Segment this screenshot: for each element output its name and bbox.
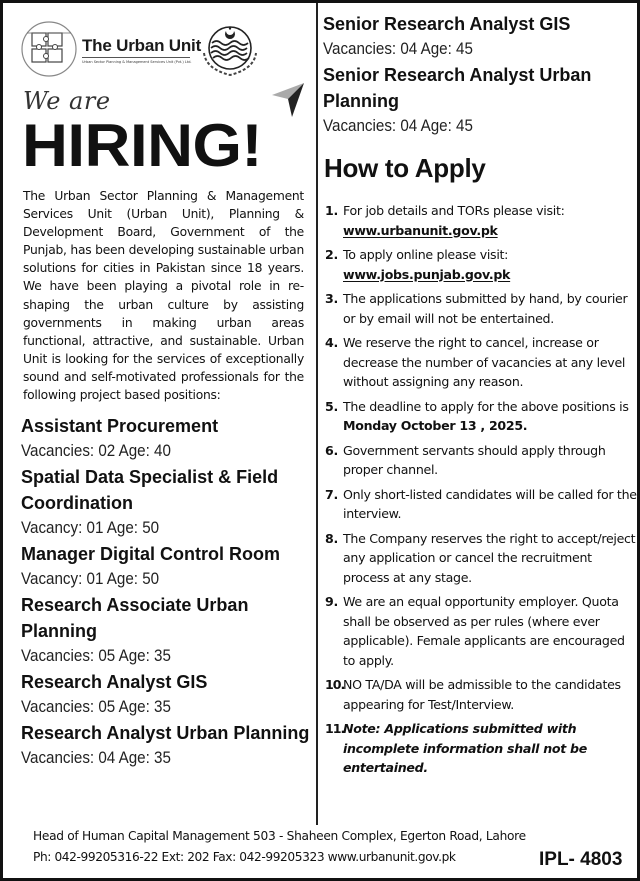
apply-step xyxy=(325,201,637,240)
apply-step xyxy=(325,592,637,670)
position-title: Manager Digital Control Room xyxy=(21,544,281,564)
step-number: 1. xyxy=(325,203,338,218)
position-meta: Vacancy: 01 Age: 50 xyxy=(21,570,160,588)
apply-step xyxy=(325,333,637,392)
punjab-government-emblem-icon xyxy=(196,23,264,81)
position-title: Research Associate Urban Planning xyxy=(21,595,249,641)
step-text: We reserve the right to cancel, increase or decrease the number of vacancies at any level without assigning any reason. xyxy=(343,335,626,389)
position-meta: Vacancies: 04 Age: 45 xyxy=(323,40,473,58)
step-number: 3. xyxy=(325,291,338,306)
position-meta: Vacancies: 04 Age: 35 xyxy=(21,749,171,767)
step-number: 8. xyxy=(325,530,338,546)
step-number: 11. xyxy=(325,721,345,736)
position-item xyxy=(323,11,633,62)
step-number: 6. xyxy=(325,442,338,458)
step-number: 5. xyxy=(325,398,338,414)
position-title: Research Analyst GIS xyxy=(21,672,208,692)
apply-step xyxy=(325,675,637,714)
step-text: To apply online please visit: xyxy=(343,247,509,262)
position-title: Assistant Procurement xyxy=(21,416,219,436)
intro-paragraph: The Urban Sector Planning & Management Services Unit (Urban Unit), Planning & Development Board, Government of the Punjab, has been developing sustainable urban solutions for cities in Pakistan since 18 years. We have been playing a pivotal role in re-shaping the urban culture by assisting governments in making urban areas functional, attractive, and sustainable. Urban Unit is looking for the services of exceptionally sound and self-motivated professionals for the following project based positions: xyxy=(23,189,304,403)
urbanunit-website-link[interactable]: www.urbanunit.gov.pk xyxy=(343,222,498,238)
position-meta: Vacancy: 01 Age: 50 xyxy=(21,519,160,537)
position-meta: Vacancies: 02 Age: 40 xyxy=(21,442,171,460)
position-meta: Vacancies: 05 Age: 35 xyxy=(21,698,171,716)
how-to-apply-heading: How to Apply xyxy=(324,153,486,183)
position-item xyxy=(21,413,311,464)
position-title: Senior Research Analyst Urban Planning xyxy=(323,65,592,111)
position-item xyxy=(21,541,311,592)
apply-step xyxy=(325,441,637,480)
step-number: 4. xyxy=(325,335,338,350)
apply-step xyxy=(325,485,637,524)
position-item xyxy=(21,720,311,771)
apply-step xyxy=(325,397,637,436)
position-item xyxy=(21,464,311,541)
step-text: For job details and TORs please visit: xyxy=(343,203,565,218)
apply-step xyxy=(325,719,637,778)
positions-list-left xyxy=(21,413,311,771)
paper-plane-arrow-icon xyxy=(268,81,306,119)
apply-step xyxy=(325,289,637,328)
column-divider xyxy=(316,3,318,825)
position-item xyxy=(323,62,633,139)
step-number: 7. xyxy=(325,486,338,502)
position-title: Spatial Data Specialist & Field Coordination xyxy=(21,467,279,513)
position-item xyxy=(21,592,311,669)
footer-address: Head of Human Capital Management 503 - Shaheen Complex, Egerton Road, Lahore xyxy=(33,829,526,843)
footer-contact: Ph: 042-99205316-22 Ext: 202 Fax: 042-99205323 www.urbanunit.gov.pk xyxy=(33,850,456,864)
position-title: Research Analyst Urban Planning xyxy=(21,723,310,743)
step-number: 10. xyxy=(325,677,345,692)
position-meta: Vacancies: 04 Age: 45 xyxy=(323,117,473,135)
we-are-tagline: We are xyxy=(23,87,111,115)
how-to-apply-list xyxy=(325,201,637,778)
jobs-punjab-website-link[interactable]: www.jobs.punjab.gov.pk xyxy=(343,266,511,282)
step-text: The Company reserves the right to accept/reject any application or cancel the recruitment process at any stage. xyxy=(343,530,636,585)
step-number: 9. xyxy=(325,594,338,609)
position-item xyxy=(21,669,311,720)
apply-step xyxy=(325,529,637,588)
ipl-code: IPL- 4803 xyxy=(539,849,623,870)
urban-unit-puzzle-logo-icon xyxy=(19,19,79,79)
step-text: Only short-listed candidates will be called for the interview. xyxy=(343,486,637,521)
incomplete-application-note: Note: Applications submitted with incomplete information shall not be entertained. xyxy=(343,721,587,775)
brand-subtitle: Urban Sector Planning & Management Services Unit (Pvt.) Ltd. xyxy=(82,57,190,64)
step-number: 2. xyxy=(325,247,338,262)
hiring-headline: HIRING! xyxy=(22,112,263,179)
step-text: NO TA/DA will be admissible to the candidates appearing for Test/Interview. xyxy=(343,677,621,712)
deadline-date: Monday October 13 , 2025. xyxy=(343,418,528,433)
position-title: Senior Research Analyst GIS xyxy=(323,14,571,34)
positions-list-right xyxy=(323,11,633,139)
brand-name: The Urban Unit xyxy=(82,36,202,55)
step-text: The deadline to apply for the above positions is xyxy=(343,398,629,414)
apply-step xyxy=(325,245,637,284)
step-text: The applications submitted by hand, by courier or by email will not be entertained. xyxy=(343,291,628,326)
step-text: We are an equal opportunity employer. Quota shall be observed as per rules (where ever applicable). Female applicants are encouraged to apply. xyxy=(343,594,625,668)
position-meta: Vacancies: 05 Age: 35 xyxy=(21,647,171,665)
step-text: Government servants should apply through proper channel. xyxy=(343,442,606,477)
